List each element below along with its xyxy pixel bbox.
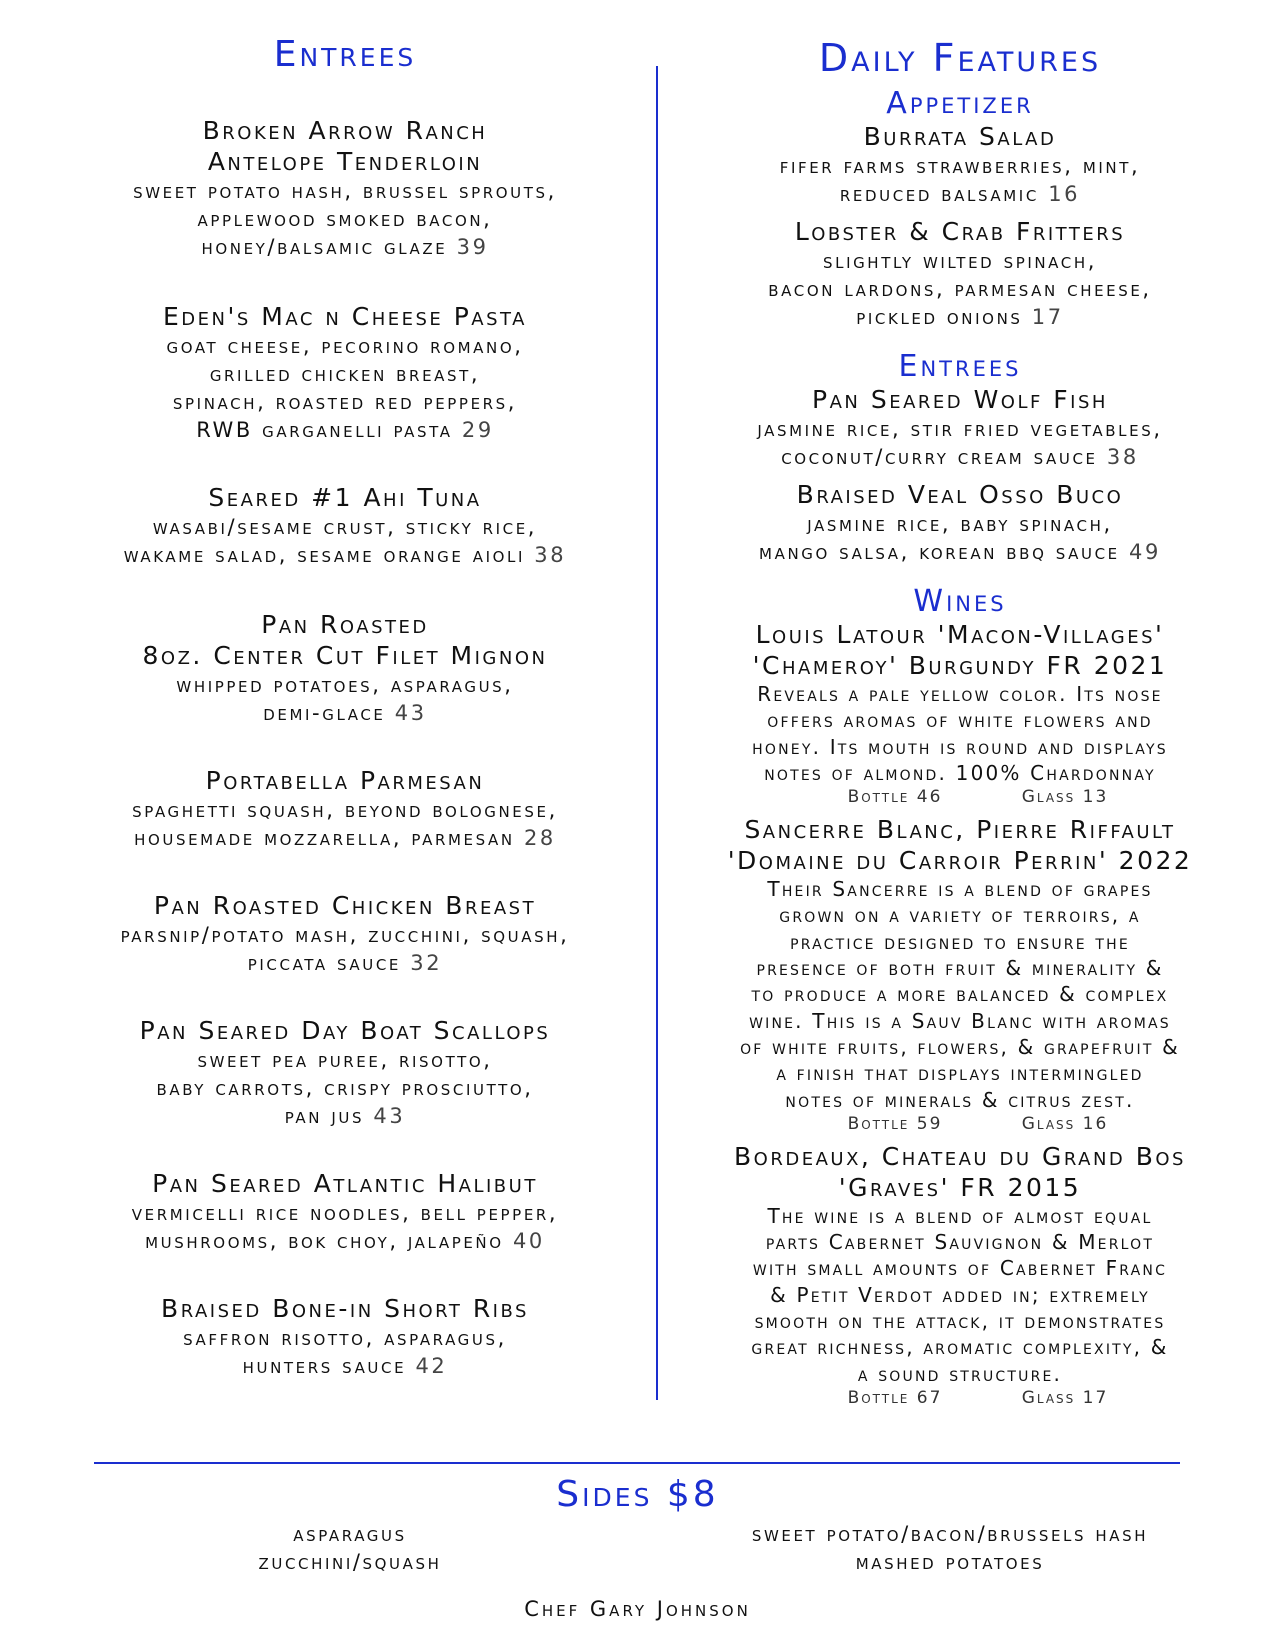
dish-desc: spinach, roasted red peppers, xyxy=(172,390,518,414)
dish-desc: slightly wilted spinach, xyxy=(822,249,1098,273)
menu-item xyxy=(30,1168,660,1255)
menu-item xyxy=(30,115,660,261)
wine-desc: notes of minerals & citrus zest. xyxy=(785,1087,1135,1112)
dish-desc: jasmine rice, baby spinach, xyxy=(807,512,1113,536)
dish-desc: jasmine rice, stir fried vegetables, xyxy=(757,417,1163,441)
wine-desc: honey. Its mouth is round and displays xyxy=(752,734,1168,759)
dish-desc: coconut/curry cream sauce xyxy=(781,445,1098,469)
dish-name: Braised Veal Osso Buco xyxy=(796,480,1124,509)
wine-desc: Reveals a pale yellow color. Its nose xyxy=(757,682,1163,706)
dish-price: 17 xyxy=(1031,305,1064,329)
sides-list-left xyxy=(200,1520,500,1576)
side-item: mashed potatoes xyxy=(855,1550,1045,1574)
dish-price: 40 xyxy=(512,1229,545,1253)
sides-list-right xyxy=(690,1520,1210,1576)
wine-name: Bordeaux, Chateau du Grand Bos xyxy=(734,1141,1186,1171)
dish-price: 49 xyxy=(1129,540,1161,564)
dish-desc: RWB garganelli pasta xyxy=(196,418,453,442)
wine-desc: great richness, aromatic complexity, & xyxy=(751,1335,1169,1360)
wine-name: 'Graves' FR 2015 xyxy=(838,1172,1082,1202)
dish-desc: demi-glace xyxy=(263,701,386,725)
wine-desc: parts Cabernet Sauvignon & Merlot xyxy=(765,1230,1155,1255)
dish-name: Pan Seared Wolf Fish xyxy=(812,385,1108,414)
dish-name: Pan Roasted xyxy=(261,610,429,639)
wine-desc: of white fruits, flowers, & grapefruit & xyxy=(740,1034,1180,1059)
menu-item xyxy=(30,1015,660,1130)
dish-desc: grilled chicken breast, xyxy=(209,362,481,386)
side-item: asparagus xyxy=(293,1522,407,1546)
wine-desc: to produce a more balanced & complex xyxy=(751,982,1169,1007)
dish-desc: piccata sauce xyxy=(247,951,402,975)
menu-item xyxy=(30,482,660,569)
daily-features-column xyxy=(662,0,1258,1409)
dish-price: 43 xyxy=(373,1104,406,1128)
dish-name: Eden's Mac n Cheese Pasta xyxy=(163,302,527,331)
wine-item xyxy=(662,619,1258,808)
dish-desc: reduced balsamic xyxy=(839,182,1039,206)
sides-title: Sides $8 xyxy=(556,1474,719,1515)
dish-name: Antelope Tenderloin xyxy=(207,147,483,176)
dish-price: 39 xyxy=(456,235,489,259)
wine-desc: offers aromas of white flowers and xyxy=(767,708,1153,733)
wine-desc: wine. This is a Sauv Blanc with aromas xyxy=(749,1008,1171,1033)
dish-name: 8oz. Center Cut Filet Mignon xyxy=(142,641,548,670)
dish-name: Broken Arrow Ranch xyxy=(202,116,488,145)
dish-price: 43 xyxy=(394,701,427,725)
chef-name: Chef Gary Johnson xyxy=(524,1597,751,1621)
side-item: zucchini/squash xyxy=(258,1550,442,1574)
dish-name: Lobster & Crab Fritters xyxy=(794,217,1126,246)
wine-desc: notes of almond. 100% Chardonnay xyxy=(764,760,1156,785)
dish-desc: housemade mozzarella, parmesan xyxy=(134,826,515,850)
dish-name: Pan Seared Day Boat Scallops xyxy=(139,1016,551,1045)
dish-desc: hunters sauce xyxy=(242,1354,407,1378)
dish-desc: fifer farms strawberries, mint, xyxy=(779,154,1141,178)
dish-desc: mushrooms, bok choy, jalapeño xyxy=(145,1229,504,1253)
wine-desc: a finish that displays intermingled xyxy=(776,1061,1144,1086)
dish-price: 16 xyxy=(1048,182,1081,206)
entrees-column xyxy=(30,0,660,1380)
feature-item xyxy=(662,479,1258,566)
daily-features-title: Daily Features xyxy=(818,36,1102,80)
wine-desc: presence of both fruit & minerality & xyxy=(756,956,1164,981)
bottle-price: Bottle 67 xyxy=(847,1387,943,1408)
dish-name: Braised Bone-in Short Ribs xyxy=(161,1294,529,1323)
dish-name: Pan Seared Atlantic Halibut xyxy=(152,1169,538,1198)
dish-desc: pan jus xyxy=(284,1104,365,1128)
wine-desc: with small amounts of Cabernet Franc xyxy=(752,1256,1168,1281)
dish-desc: parsnip/potato mash, zucchini, squash, xyxy=(120,923,570,947)
dish-desc: mango salsa, korean bbq sauce xyxy=(759,540,1120,564)
feature-item xyxy=(662,384,1258,471)
dish-desc: baby carrots, crispy prosciutto, xyxy=(156,1076,534,1100)
feature-item xyxy=(662,216,1258,331)
wine-item xyxy=(662,1141,1258,1409)
wine-name: Louis Latour 'Macon-Villages' xyxy=(755,620,1165,649)
menu-item xyxy=(30,301,660,444)
dish-desc: saffron risotto, asparagus, xyxy=(183,1326,507,1350)
dish-desc: pickled onions xyxy=(856,305,1023,329)
dish-price: 38 xyxy=(534,543,567,567)
dish-name: Burrata Salad xyxy=(863,122,1057,151)
side-item: sweet potato/bacon/brussels hash xyxy=(751,1522,1149,1546)
dish-name: Seared #1 Ahi Tuna xyxy=(208,483,482,512)
menu-item xyxy=(30,765,660,852)
wine-desc: grown on a variety of terroirs, a xyxy=(779,903,1141,928)
wine-item xyxy=(662,814,1258,1135)
dish-price: 32 xyxy=(410,951,443,975)
menu-item xyxy=(30,1293,660,1380)
menu-item xyxy=(30,890,660,977)
wine-name: 'Chameroy' Burgundy FR 2021 xyxy=(752,651,1168,680)
sides-divider xyxy=(94,1462,1180,1464)
wine-name: 'Domaine du Carroir Perrin' 2022 xyxy=(727,846,1193,876)
wine-desc: The wine is a blend of almost equal xyxy=(767,1203,1153,1228)
dish-price: 28 xyxy=(523,826,556,850)
wine-desc: Their Sancerre is a blend of grapes xyxy=(767,877,1153,902)
wine-desc: a sound structure. xyxy=(857,1361,1063,1386)
glass-price: Glass 16 xyxy=(1021,1113,1109,1134)
dish-desc: applewood smoked bacon, xyxy=(197,207,493,231)
dish-desc: vermicelli rice noodles, bell pepper, xyxy=(131,1201,559,1225)
dish-desc: whipped potatoes, asparagus, xyxy=(176,673,514,697)
dish-price: 42 xyxy=(415,1354,448,1378)
dish-desc: sweet potato hash, brussel sprouts, xyxy=(133,179,557,203)
dish-name: Portabella Parmesan xyxy=(205,766,485,795)
wine-desc: & Petit Verdot added in; extremely xyxy=(770,1282,1150,1307)
wine-desc: practice designed to ensure the xyxy=(790,929,1130,954)
dish-desc: wakame salad, sesame orange aioli xyxy=(123,543,526,567)
dish-price: 29 xyxy=(461,418,494,442)
dish-desc: goat cheese, pecorino romano, xyxy=(166,334,524,358)
menu-item xyxy=(30,609,660,727)
glass-price: Glass 17 xyxy=(1021,1387,1109,1408)
dish-desc: spaghetti squash, beyond bolognese, xyxy=(132,798,558,822)
dish-desc: wasabi/sesame crust, sticky rice, xyxy=(152,515,538,539)
wines-title: Wines xyxy=(913,584,1007,619)
appetizer-title: Appetizer xyxy=(886,86,1034,121)
dish-desc: honey/balsamic glaze xyxy=(201,235,448,259)
feature-entrees-title: Entrees xyxy=(898,349,1022,384)
bottle-price: Bottle 46 xyxy=(847,787,943,808)
entrees-title: Entrees xyxy=(273,34,417,75)
wine-desc: smooth on the attack, it demonstrates xyxy=(754,1309,1166,1334)
dish-price: 38 xyxy=(1106,445,1139,469)
feature-item xyxy=(662,121,1258,208)
bottle-price: Bottle 59 xyxy=(847,1113,943,1134)
dish-name: Pan Roasted Chicken Breast xyxy=(153,891,537,920)
dish-desc: sweet pea puree, risotto, xyxy=(197,1048,493,1072)
wine-name: Sancerre Blanc, Pierre Riffault xyxy=(744,815,1176,845)
dish-desc: bacon lardons, parmesan cheese, xyxy=(768,277,1152,301)
glass-price: Glass 13 xyxy=(1021,787,1109,808)
